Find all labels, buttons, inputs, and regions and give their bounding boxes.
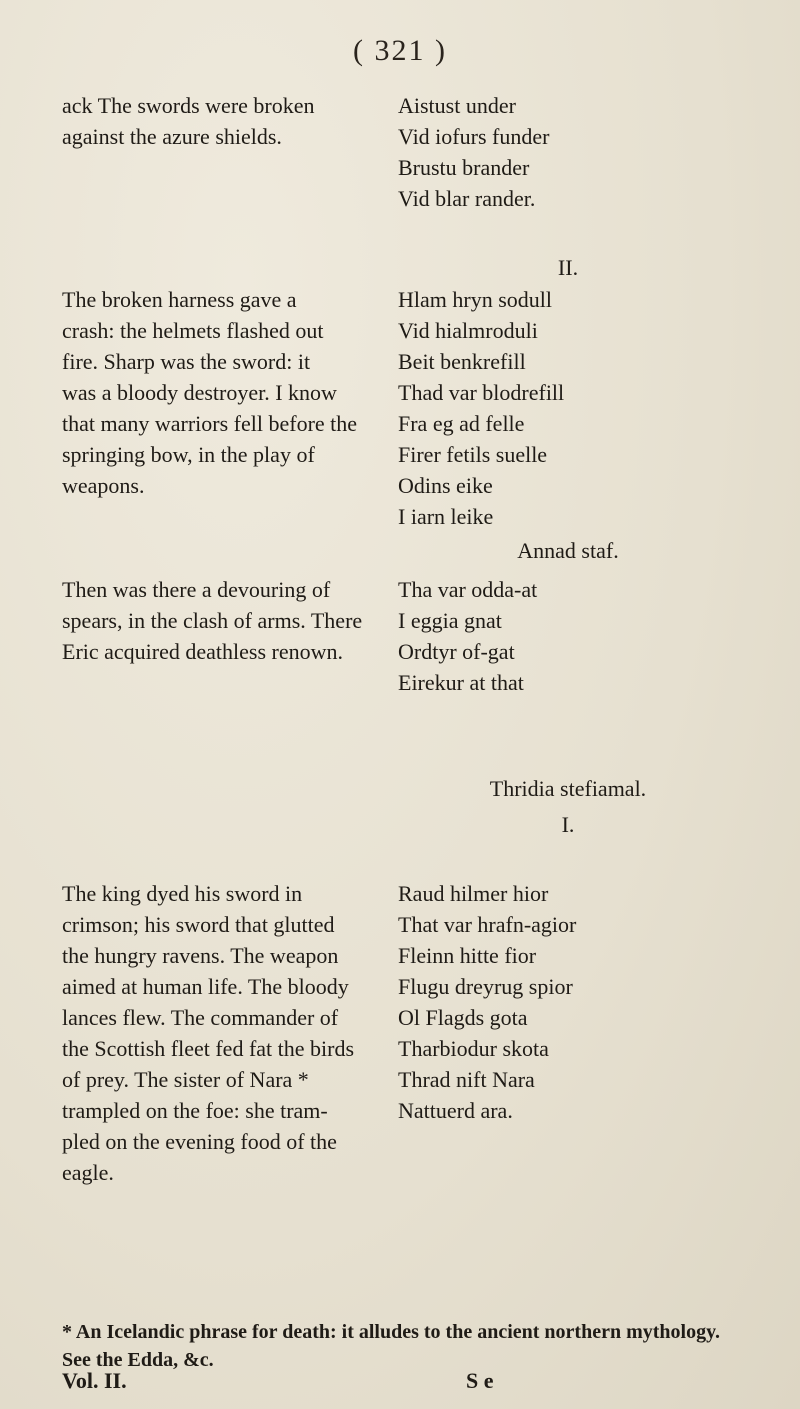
verse-line: That var hrafn-agior (398, 912, 577, 937)
verse-line: Aistust under (398, 93, 516, 118)
page-number: ( 321 ) (353, 34, 447, 67)
icelandic-stanza-1 (398, 90, 549, 214)
verse-line: Hlam hryn sodull (398, 287, 552, 312)
verse-line: Ordtyr of-gat (398, 639, 515, 664)
footnote (62, 1318, 752, 1374)
text-line: of prey. The sister of Nara * (62, 1067, 309, 1092)
text-line: the hungry ravens. The weapon (62, 943, 339, 968)
text-line: against the azure shields. (62, 124, 282, 149)
text-line: aimed at human life. The bloody (62, 974, 349, 999)
verse-line: Brustu brander (398, 155, 530, 180)
section-heading-ii: II. (557, 255, 579, 280)
verse-line: Ol Flagds gota (398, 1005, 528, 1030)
text-line: Then was there a devouring of (62, 577, 331, 602)
verse-line: Odins eike (398, 473, 493, 498)
verse-line: I iarn leike (398, 504, 494, 529)
verse-line: Beit benkrefill (398, 349, 526, 374)
section-heading-i: I. (561, 812, 575, 837)
text-line: Eric acquired deathless renown. (62, 639, 343, 664)
verse-line: Vid hialmroduli (398, 318, 538, 343)
verse-line: Raud hilmer hior (398, 881, 549, 906)
english-stanza-3 (62, 574, 362, 667)
english-stanza-2 (62, 284, 357, 501)
text-line: that many warriors fell before the (62, 411, 358, 436)
volume-label: Vol. II. (62, 1368, 127, 1393)
verse-line: Fra eg ad felle (398, 411, 525, 436)
text-line: springing bow, in the play of (62, 442, 315, 467)
text-line: The king dyed his sword in (62, 881, 303, 906)
verse-line: Vid blar rander. (398, 186, 536, 211)
text-line: ack The swords were broken (62, 93, 315, 118)
verse-line: Tha var odda-at (398, 577, 538, 602)
text-line: was a bloody destroyer. I know (62, 380, 337, 405)
text-line: crash: the helmets flashed out (62, 318, 324, 343)
footnote-line: * An Icelandic phrase for death: it alludes to the ancient northern mythology. (62, 1321, 720, 1343)
verse-line: Tharbiodur skota (398, 1036, 549, 1061)
text-line: pled on the evening food of the (62, 1129, 337, 1154)
text-line: eagle. (62, 1160, 114, 1185)
verse-line: Fleinn hitte fior (398, 943, 537, 968)
verse-line: Firer fetils suelle (398, 442, 548, 467)
verse-line: Nattuerd ara. (398, 1098, 513, 1123)
verse-line: Flugu dreyrug spior (398, 974, 573, 999)
text-line: weapons. (62, 473, 145, 498)
text-line: fire. Sharp was the sword: it (62, 349, 311, 374)
text-line: the Scottish fleet fed fat the birds (62, 1036, 355, 1061)
icelandic-stanza-2 (398, 284, 564, 532)
section-heading-thridia: Thridia stefiamal. (489, 776, 647, 801)
icelandic-stanza-4 (398, 878, 576, 1126)
verse-line: Thad var blodrefill (398, 380, 565, 405)
page-footer (62, 1368, 752, 1394)
verse-line: I eggia gnat (398, 608, 502, 633)
verse-line: Eirekur at that (398, 670, 524, 695)
verse-line: Thrad nift Nara (398, 1067, 535, 1092)
verse-line: Vid iofurs funder (398, 124, 550, 149)
english-stanza-4 (62, 878, 354, 1188)
text-line: The broken harness gave a (62, 287, 297, 312)
icelandic-stanza-3 (398, 574, 537, 698)
english-stanza-1 (62, 90, 315, 152)
footnote-line: See the Edda, &c. (62, 1349, 214, 1371)
text-line: spears, in the clash of arms. There (62, 608, 363, 633)
text-line: lances flew. The commander of (62, 1005, 339, 1030)
text-line: trampled on the foe: she tram- (62, 1098, 328, 1123)
signature-mark: S e (466, 1368, 494, 1393)
text-line: crimson; his sword that glutted (62, 912, 335, 937)
section-heading-annad-staf: Annad staf. (517, 538, 619, 563)
